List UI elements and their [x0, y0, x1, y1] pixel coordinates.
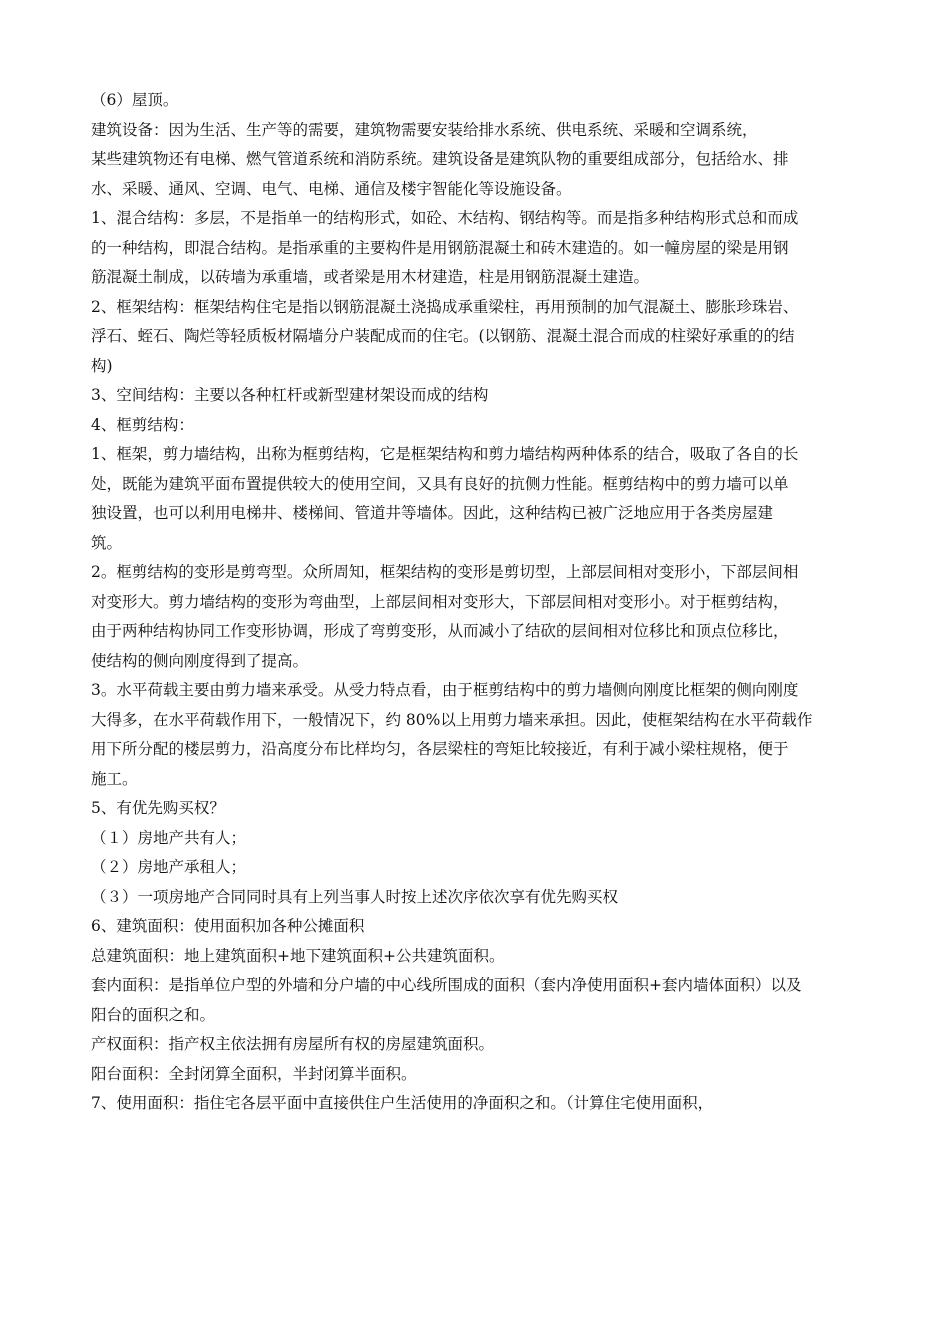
paragraph	[91, 204, 861, 293]
text-line: 筋混凝土制成，以砖墙为承重墙，或者梁是用木材建造，柱是用钢筋混凝土建造。	[91, 268, 650, 286]
paragraph	[91, 883, 861, 913]
paragraph	[91, 824, 861, 854]
text-line: 使结构的侧向刚度得到了提高。	[91, 651, 309, 670]
paragraph	[91, 116, 861, 146]
text-line: 6、建筑面积：使用面积加各种公摊面积	[91, 917, 365, 935]
text-line: 阳台面积：全封闭算全面积，半封闭算半面积。	[91, 1064, 417, 1083]
text-line: 的一种结构，即混合结构。是指承重的主要构件是用钢筋混凝土和砖木建造的。如一幢房屋的梁是用钢	[91, 238, 789, 257]
paragraph	[91, 853, 861, 883]
text-line: 构)	[91, 356, 113, 375]
text-line: （３）一项房地产合同同时具有上列当事人时按上述次序依次享有优先购买权	[91, 887, 619, 906]
text-line: （２）房地产承租人；	[91, 858, 247, 876]
text-line: 套内面积：是指单位户型的外墙和分户墙的中心线所围成的面积（套内净使用面积+套内墙体面积）以及	[91, 976, 802, 994]
text-line: 某些建筑物还有电梯、燃气管道系统和消防系统。建筑设备是建筑队物的重要组成部分，包括给水、排	[91, 150, 789, 168]
paragraph	[91, 381, 861, 411]
paragraph	[91, 558, 861, 676]
text-line: 1、混合结构：多层，不是指单一的结构形式，如砼、木结构、钢结构等。而是指多种结构形式总和而成	[91, 209, 799, 227]
text-line: 处，既能为建筑平面布置提供较大的使用空间，又具有良好的抗侧力性能。框剪结构中的剪力墙可以单	[91, 474, 789, 493]
text-line: 大得多，在水平荷载作用下，一般情况下，约 80%以上用剪力墙来承担。因此，使框架结构在水平荷载作	[91, 710, 813, 729]
text-line: 筑。	[91, 533, 123, 552]
paragraph	[91, 86, 861, 116]
paragraph	[91, 676, 861, 794]
paragraph	[91, 145, 861, 204]
paragraph	[91, 971, 861, 1030]
text-line: 施工。	[91, 769, 138, 788]
text-line: 对变形大。剪力墙结构的变形为弯曲型，上部层间相对变形大，下部层间相对变形小。对于框剪结构，	[91, 592, 789, 611]
text-line: 2。框剪结构的变形是剪弯型。众所周知，框架结构的变形是剪切型，上部层间相对变形小，下部层间相	[91, 563, 799, 581]
paragraph	[91, 1060, 861, 1090]
paragraph	[91, 411, 861, 441]
text-line: 4、框剪结构：	[91, 415, 194, 434]
text-line: 独设置，也可以利用电梯井、楼梯间、管道井等墙体。因此，这种结构已被广泛地应用于各类房屋建	[91, 504, 774, 522]
text-line: 3。水平荷载主要由剪力墙来承受。从受力特点看，由于框剪结构中的剪力墙侧向刚度比框架的侧向刚度	[91, 681, 799, 699]
paragraph	[91, 293, 861, 382]
paragraph	[91, 942, 861, 972]
text-line: （6）屋顶。	[91, 91, 179, 109]
text-line: （１）房地产共有人；	[91, 828, 247, 847]
text-line: 2、框架结构：框架结构住宅是指以钢筋混凝土浇捣成承重梁柱，再用预制的加气混凝土、膨胀珍珠岩、	[91, 297, 799, 316]
paragraph	[91, 440, 861, 558]
text-line: 由于两种结构协同工作变形协调，形成了弯剪变形，从而减小了结砍的层间相对位移比和顶点位移比，	[91, 622, 789, 640]
text-line: 建筑设备：因为生活、生产等的需要，建筑物需要安装给排水系统、供电系统、采暖和空调系统，	[91, 120, 758, 139]
text-line: 1、框架，剪力墙结构，出称为框剪结构，它是框架结构和剪力墙结构两种体系的结合，吸取了各自的长	[91, 445, 799, 463]
text-line: 水、采暖、通风、空调、电气、电梯、通信及楼宇智能化等设施设备。	[91, 179, 572, 198]
text-line: 用下所分配的楼层剪力，沿高度分布比样均匀，各层梁柱的弯矩比较接近，有利于减小梁柱规格，便于	[91, 740, 789, 758]
paragraph	[91, 912, 861, 942]
paragraph	[91, 1030, 861, 1060]
document-page	[91, 86, 861, 1119]
text-line: 浮石、蛭石、陶烂等轻质板材隔墙分户装配成而的住宅。(以钢筋、混凝土混合而成的柱梁好承重的的结	[91, 327, 795, 345]
text-line: 阳台的面积之和。	[91, 1005, 216, 1024]
paragraph	[91, 794, 861, 824]
text-line: 3、空间结构：主要以各种杠杆或新型建材架设而成的结构	[91, 386, 489, 404]
text-line: 总建筑面积：地上建筑面积+地下建筑面积+公共建筑面积。	[91, 946, 505, 965]
text-line: 产权面积：指产权主依法拥有房屋所有权的房屋建筑面积。	[91, 1035, 495, 1053]
text-line: 5、有优先购买权？	[91, 799, 225, 817]
text-line: 7、使用面积：指住宅各层平面中直接供住户生活使用的净面积之和。（计算住宅使用面积，	[91, 1094, 714, 1112]
paragraph	[91, 1089, 861, 1119]
